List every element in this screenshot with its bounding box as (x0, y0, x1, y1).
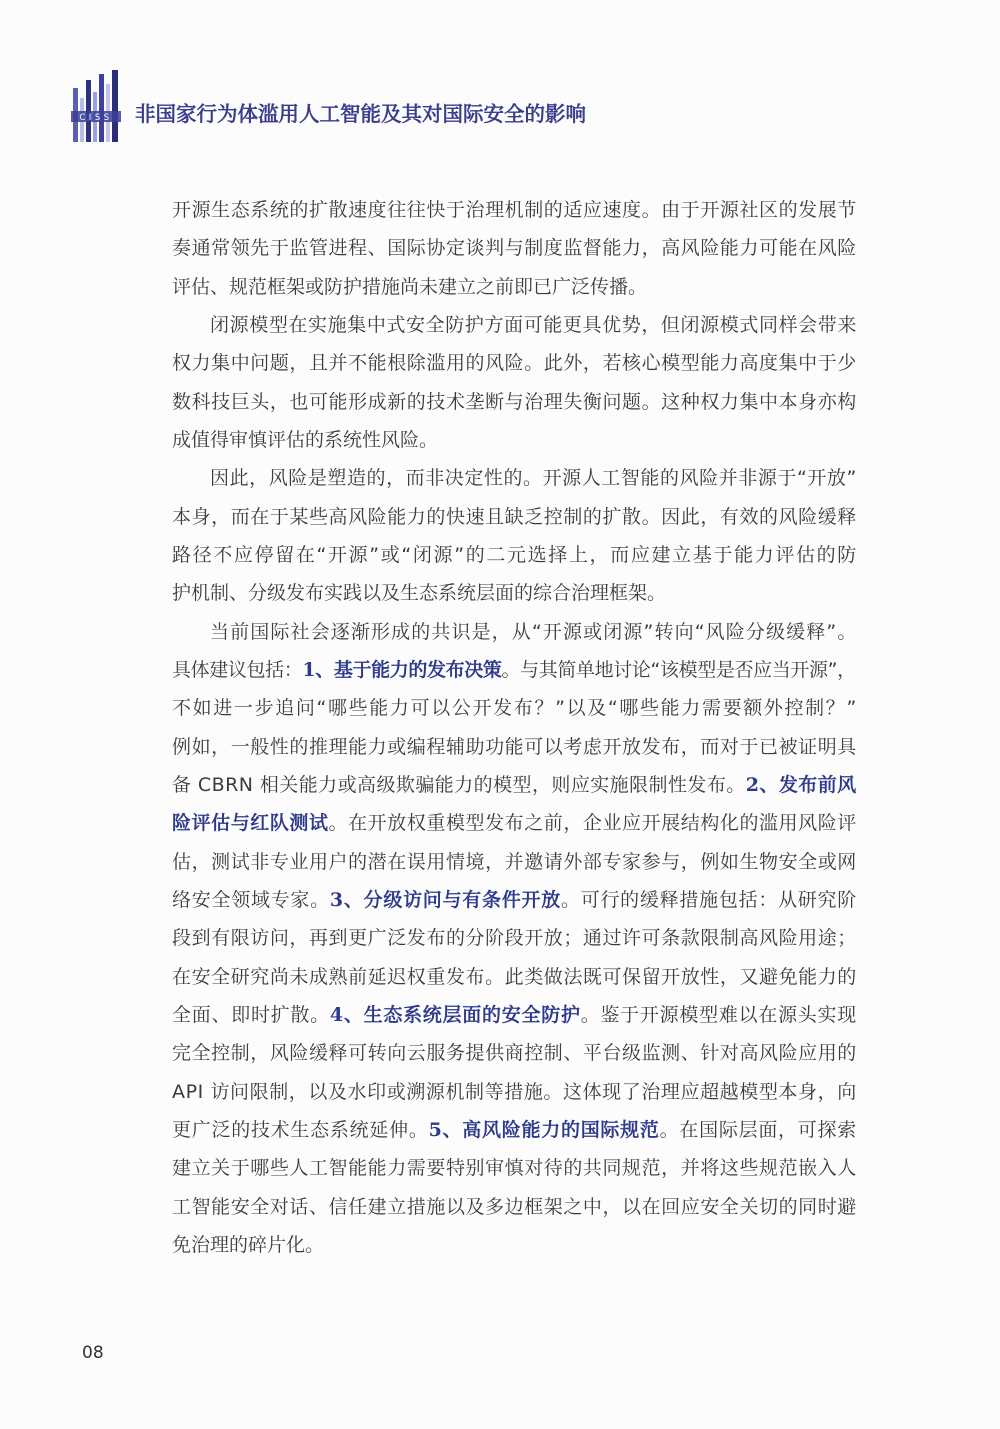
text-line: 奏通常领先于监管进程、国际协定谈判与制度监督能力，高风险能力可能在风险 (172, 237, 857, 260)
page-number: 08 (82, 1343, 104, 1363)
recommendation-heading: 3、分级访问与有条件开放 (329, 888, 561, 911)
text-line: 段到有限访问，再到更广泛发布的分阶段开放；通过许可条款限制高风险用途； (172, 927, 857, 950)
text-line: 成值得审慎评估的系统性风险。 (172, 428, 439, 451)
line-text: 。鉴于开源模型难以在源头实现 (580, 1003, 858, 1026)
line-text: 具体建议包括： (172, 658, 303, 681)
text-line: 工智能安全对话、信任建立措施以及多边框架之中，以在回应安全关切的同时避 (172, 1195, 857, 1218)
paragraph (172, 613, 858, 1265)
recommendation-heading: 5、高风险能力的国际规范 (428, 1118, 660, 1141)
text-line (172, 881, 858, 919)
text-line: 在安全研究尚未成熟前延迟权重发布。此类做法既可保留开放性，又避免能力的 (172, 965, 857, 988)
logo-text: CISS (79, 113, 113, 123)
text-line: 评估、规范框架或防护措施尚未建立之前即已广泛传播。 (172, 275, 648, 298)
text-line: 完全控制，风险缓释可转向云服务提供商控制、平台级监测、针对高风险应用的 (172, 1042, 857, 1065)
running-header-title: 非国家行为体滥用人工智能及其对国际安全的影响 (135, 102, 586, 126)
text-line: API 访问限制，以及水印或溯源机制等措施。这体现了治理应超越模型本身，向 (172, 1080, 857, 1103)
recommendation-heading: 4、生态系统层面的安全防护 (329, 1003, 581, 1026)
line-text: 。与其简单地讨论“该模型是否应当开源”， (501, 658, 856, 681)
text-line: 闭源模型在实施集中式安全防护方面可能更具优势，但闭源模式同样会带来 (210, 313, 857, 336)
logo-bar (99, 74, 104, 142)
text-line: 数科技巨头，也可能形成新的技术垄断与治理失衡问题。这种权力集中本身亦构 (172, 390, 857, 413)
text-line: 本身，而在于某些高风险能力的快速且缺乏控制的扩散。因此，有效的风险缓释 (172, 505, 857, 528)
line-text: 更广泛的技术生态系统延伸。 (172, 1118, 429, 1141)
text-line: 免治理的碎片化。 (172, 1233, 325, 1256)
text-line: 护机制、分级发布实践以及生态系统层面的综合治理框架。 (172, 582, 667, 605)
ciss-logo (71, 70, 123, 142)
text-line: 当前国际社会逐渐形成的共识是，从“开源或闭源”转向“风险分级缓释”。 (210, 620, 858, 643)
body-text (172, 191, 858, 1264)
paragraph (172, 306, 858, 459)
text-line: 路径不应停留在“开源”或“闭源”的二元选择上，而应建立基于能力评估的防 (172, 543, 858, 566)
text-line (172, 766, 858, 804)
line-text: 络安全领域专家。 (172, 888, 330, 911)
text-line (172, 804, 858, 842)
logo-bar (112, 70, 118, 142)
text-line: 估，测试非专业用户的潜在误用情境，并邀请外部专家参与，例如生物安全或网 (172, 850, 857, 873)
recommendation-heading: 1、基于能力的发布决策 (302, 658, 502, 681)
recommendation-heading: 险评估与红队测试 (172, 812, 329, 835)
text-line: 建立关于哪些人工智能能力需要特别审慎对待的共同规范，并将这些规范嵌入人 (172, 1157, 857, 1180)
line-text: 。在国际层面，可探索 (659, 1118, 858, 1141)
text-line (172, 996, 858, 1034)
paragraph (172, 191, 858, 306)
text-line: 不如进一步追问“哪些能力可以公开发布？”以及“哪些能力需要额外控制？” (172, 697, 858, 720)
paragraph (172, 459, 858, 612)
line-text: 。在开放权重模型发布之前，企业应开展结构化的滥用风险评 (328, 812, 857, 835)
text-line: 因此，风险是塑造的，而非决定性的。开源人工智能的风险并非源于“开放” (210, 467, 857, 490)
text-line: 例如，一般性的推理能力或编程辅助功能可以考虑开放发布，而对于已被证明具 (172, 735, 857, 758)
text-line: 开源生态系统的扩散速度往往快于治理机制的适应速度。由于开源社区的发展节 (172, 199, 857, 221)
text-line: 权力集中问题，且并不能根除滥用的风险。此外，若核心模型能力高度集中于少 (172, 352, 857, 375)
text-line (172, 1111, 858, 1149)
line-text: 备 CBRN 相关能力或高级欺骗能力的模型，则应实施限制性发布。 (172, 773, 746, 796)
line-text: 全面、即时扩散。 (172, 1003, 330, 1026)
recommendation-heading: 2、发布前风 (745, 773, 857, 796)
line-text: 。可行的缓释措施包括：从研究阶 (560, 888, 858, 911)
text-line (172, 651, 858, 689)
